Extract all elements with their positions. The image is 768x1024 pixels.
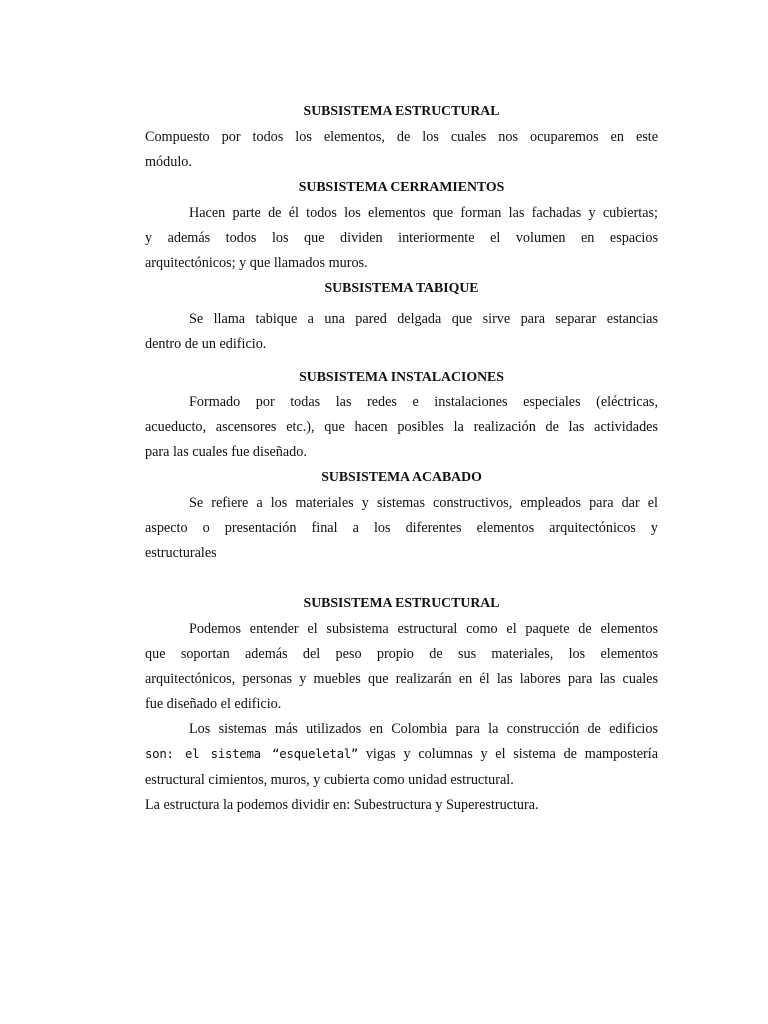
paragraph-line: módulo. (145, 154, 192, 170)
paragraph-line: arquitectónicos, personas y muebles que realizarán en él las labores para las cuales (145, 671, 658, 687)
inline-text-fragment: vigas y columnas y el sistema de mampostería (365, 746, 659, 762)
paragraph-line: arquitectónicos; y que llamados muros. (145, 255, 368, 271)
paragraph-line: aspecto o presentación final a los diferentes elementos arquitectónicos y (145, 520, 658, 536)
section-heading-estructural-2: SUBSISTEMA ESTRUCTURAL (303, 595, 500, 610)
section-heading-acabado: SUBSISTEMA ACABADO (321, 469, 482, 484)
paragraph-line: y además todos los que dividen interiormente el volumen en espacios (145, 230, 658, 246)
paragraph-line: Compuesto por todos los elementos, de los cuales nos ocuparemos en este (145, 129, 658, 145)
paragraph-line: Se llama tabique a una pared delgada que sirve para separar estancias (189, 311, 658, 327)
document-page (145, 0, 658, 1024)
section-heading-estructural: SUBSISTEMA ESTRUCTURAL (303, 103, 500, 118)
paragraph-line (145, 745, 658, 763)
paragraph-line: que soportan además del peso propio de sus materiales, los elementos (145, 646, 658, 662)
paragraph-line: Hacen parte de él todos los elementos que forman las fachadas y cubiertas; (189, 205, 658, 221)
paragraph-line: Los sistemas más utilizados en Colombia para la construcción de edificios (189, 721, 658, 737)
paragraph-line: Podemos entender el subsistema estructural como el paquete de elementos (189, 621, 658, 637)
paragraph-line: estructurales (145, 545, 217, 561)
paragraph-line: dentro de un edificio. (145, 336, 267, 352)
paragraph-line: acueducto, ascensores etc.), que hacen posibles la realización de las actividades (145, 419, 658, 435)
section-heading-tabique: SUBSISTEMA TABIQUE (324, 280, 479, 295)
paragraph-line: Se refiere a los materiales y sistemas constructivos, empleados para dar el (189, 495, 658, 511)
paragraph-line: La estructura la podemos dividir en: Subestructura y Superestructura. (145, 797, 539, 813)
paragraph-line: Formado por todas las redes e instalaciones especiales (eléctricas, (189, 394, 658, 410)
paragraph-line: estructural cimientos, muros, y cubierta como unidad estructural. (145, 772, 514, 788)
paragraph-line: fue diseñado el edificio. (145, 696, 282, 712)
section-heading-cerramientos: SUBSISTEMA CERRAMIENTOS (298, 179, 505, 194)
section-heading-instalaciones: SUBSISTEMA INSTALACIONES (299, 369, 504, 384)
paragraph-line: para las cuales fue diseñado. (145, 444, 307, 460)
inline-mono-fragment: son: el sistema “esqueletal” (145, 746, 359, 761)
